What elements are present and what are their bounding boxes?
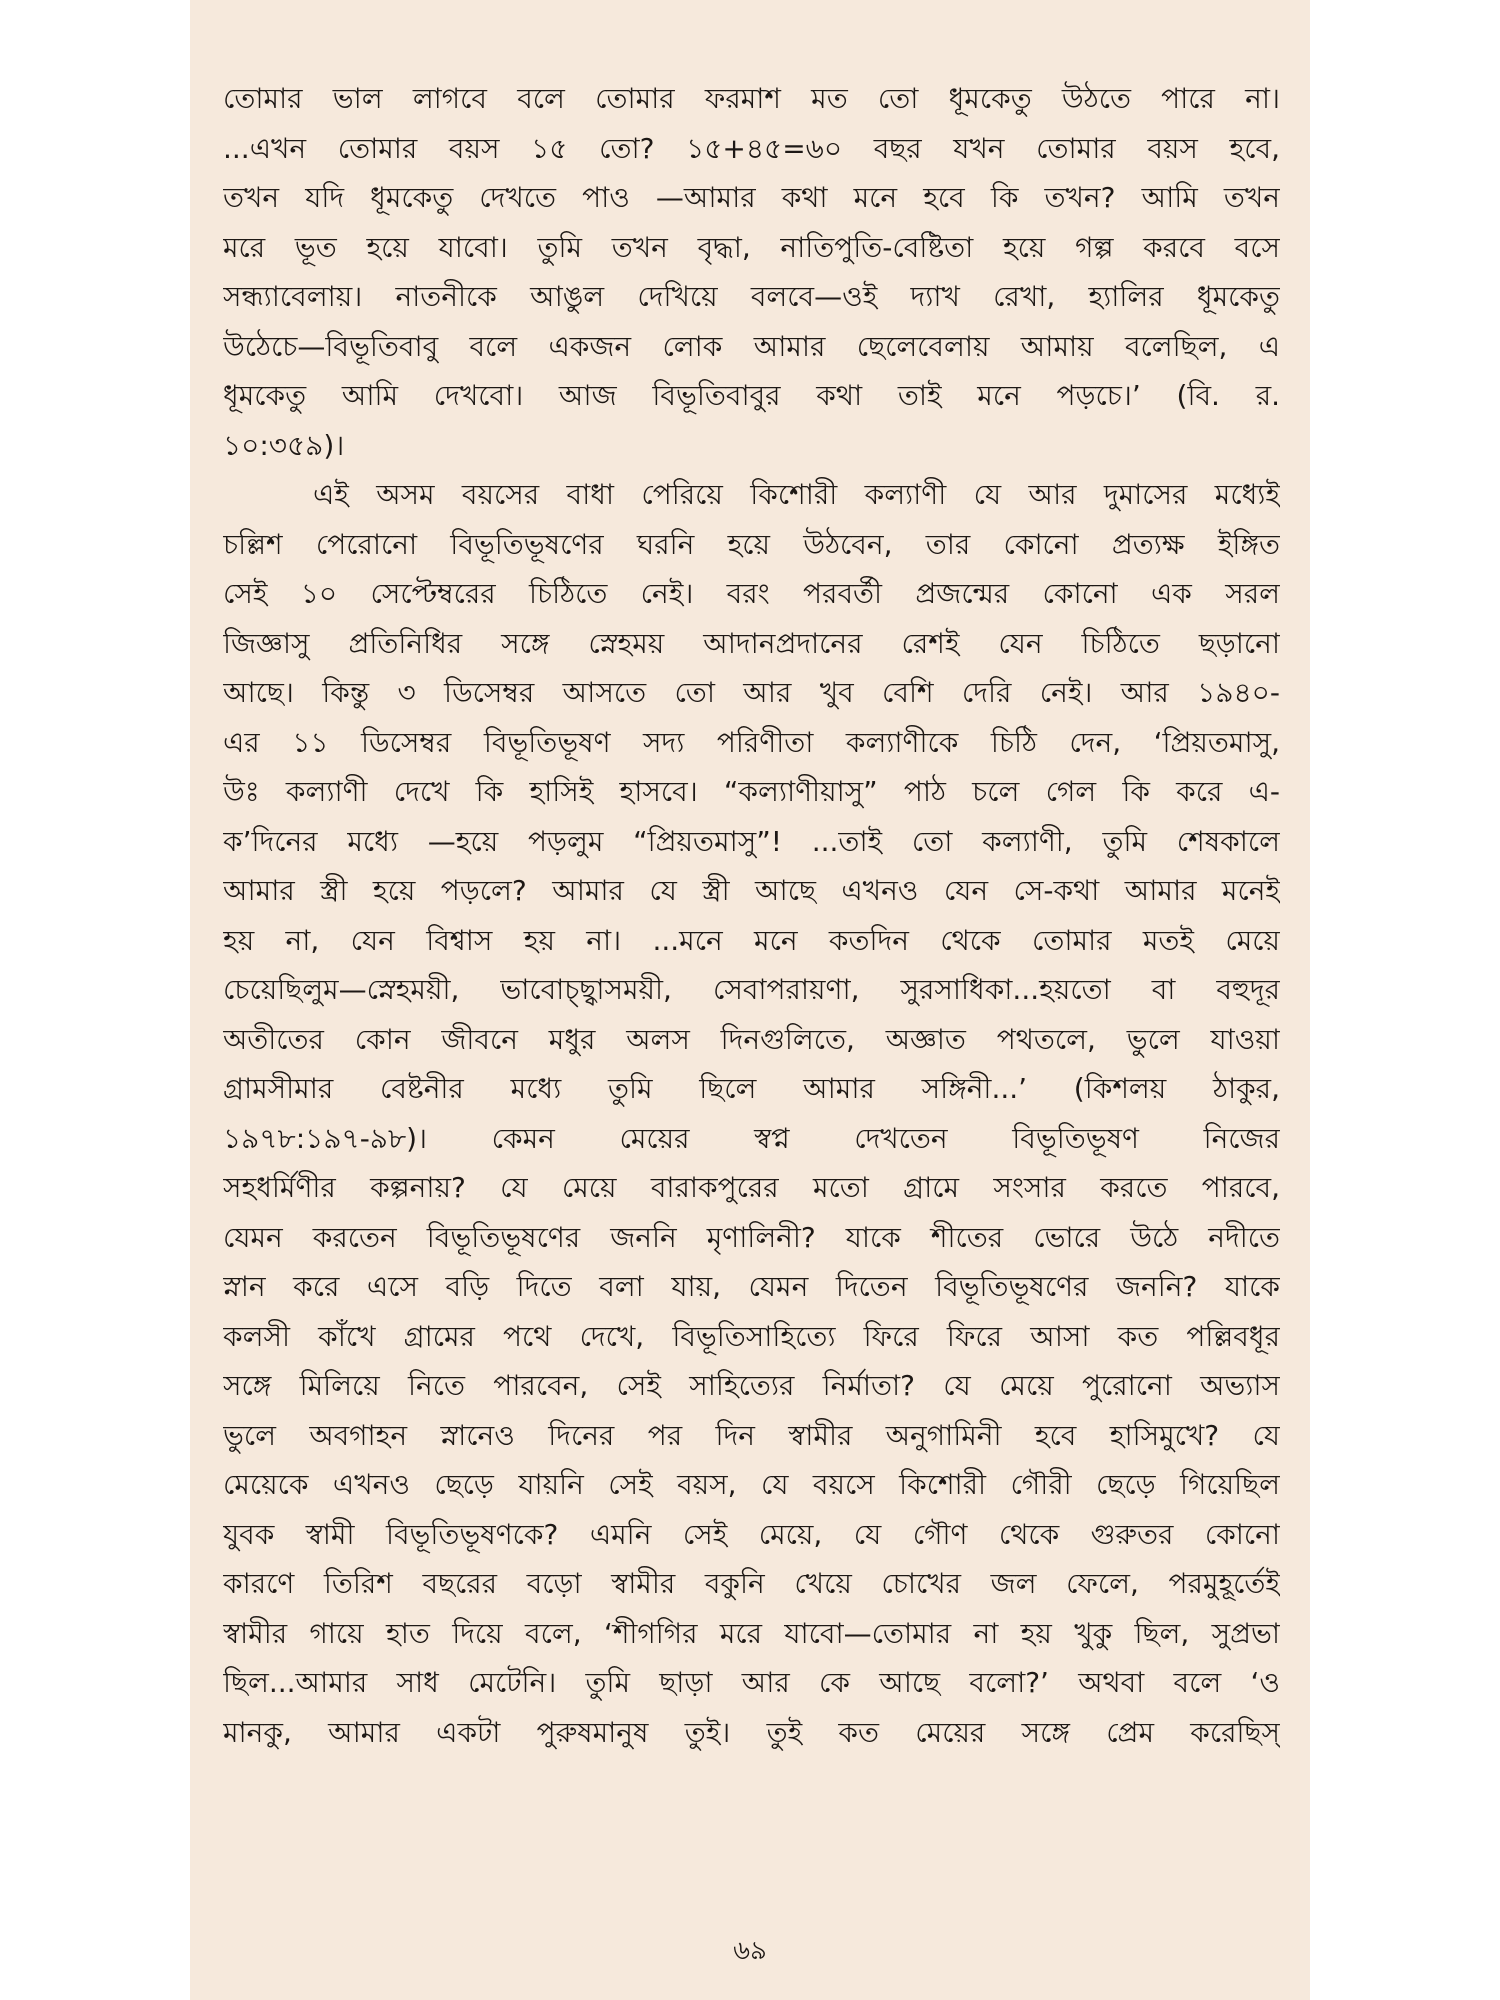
- text-line: যুবক স্বামী বিভূতিভূষণকে? এমনি সেই মেয়ে, যে গৌণ থেকে গুরুতর কোনো: [223, 1517, 1280, 1551]
- book-page: [190, 0, 1310, 2000]
- text-line: কারণে তিরিশ বছরের বড়ো স্বামীর বকুনি খেয়ে চোখের জল ফেলে, পরমুহূর্তেই: [223, 1567, 1280, 1600]
- text-line: সহধর্মিণীর কল্পনায়? যে মেয়ে বারাকপুরের মতো গ্রামে সংসার করতে পারবে,: [223, 1171, 1280, 1204]
- text-line: উঃ কল্যাণী দেখে কি হাসিই হাসবে। “কল্যাণীয়াসু” পাঠ চলে গেল কি করে এ-: [223, 775, 1280, 808]
- text-line: ছিল...আমার সাধ মেটেনি। তুমি ছাড়া আর কে আছে বলো?’ অথবা বলে ‘ও: [223, 1666, 1280, 1699]
- text-line: গ্রামসীমার বেষ্টনীর মধ্যে তুমি ছিলে আমার সঙ্গিনী...’ (কিশলয় ঠাকুর,: [223, 1072, 1280, 1105]
- text-line: জিজ্ঞাসু প্রতিনিধির সঙ্গে স্নেহময় আদানপ্রদানের রেশই যেন চিঠিতে ছড়ানো: [223, 626, 1280, 660]
- text-line: ...এখন তোমার বয়স ১৫ তো? ১৫+৪৫=৬০ বছর যখন তোমার বয়স হবে,: [223, 131, 1280, 165]
- page-number: ৬৯: [733, 1936, 767, 1966]
- text-line: সঙ্গে মিলিয়ে নিতে পারবেন, সেই সাহিত্যের নির্মাতা? যে মেয়ে পুরোনো অভ্যাস: [223, 1369, 1280, 1402]
- text-line: কলসী কাঁখে গ্রামের পথে দেখে, বিভূতিসাহিত্যে ফিরে ফিরে আসা কত পল্লিবধূর: [223, 1319, 1280, 1353]
- text-line: ১৯৭৮:১৯৭-৯৮)। কেমন মেয়ের স্বপ্ন দেখতেন বিভূতিভূষণ নিজের: [223, 1121, 1280, 1155]
- text-line: আছে। কিন্তু ৩ ডিসেম্বর আসতে তো আর খুব বেশি দেরি নেই। আর ১৯৪০-: [223, 676, 1280, 709]
- text-line: চেয়েছিলুম—স্নেহময়ী, ভাবোচ্ছ্বাসময়ী, সেবাপরায়ণা, সুরসাধিকা...হয়তো বা বহুদূর: [223, 973, 1280, 1006]
- text-line: উঠেচে—বিভূতিবাবু বলে একজন লোক আমার ছেলেবেলায় আমায় বলেছিল, এ: [223, 329, 1280, 363]
- text-line: আমার স্ত্রী হয়ে পড়লে? আমার যে স্ত্রী আছে এখনও যেন সে-কথা আমার মনেই: [223, 874, 1280, 907]
- text-line: ধূমকেতু আমি দেখবো। আজ বিভূতিবাবুর কথা তাই মনে পড়চে।’ (বি. র.: [223, 379, 1280, 412]
- text-line: অতীতের কোন জীবনে মধুর অলস দিনগুলিতে, অজ্ঞাত পথতলে, ভুলে যাওয়া: [223, 1022, 1280, 1056]
- text-line: স্বামীর গায়ে হাত দিয়ে বলে, ‘শীগগির মরে যাবো—তোমার না হয় খুকু ছিল, সুপ্রভা: [223, 1616, 1280, 1650]
- text-line: ক’দিনের মধ্যে —হয়ে পড়লুম “প্রিয়তমাসু”! ...তাই তো কল্যাণী, তুমি শেষকালে: [223, 824, 1280, 858]
- text-line: ভুলে অবগাহন স্নানেও দিনের পর দিন স্বামীর অনুগামিনী হবে হাসিমুখে? যে: [223, 1418, 1280, 1452]
- text-line: সেই ১০ সেপ্টেম্বরের চিঠিতে নেই। বরং পরবর্তী প্রজন্মের কোনো এক সরল: [223, 577, 1280, 610]
- text-line: চল্লিশ পেরোনো বিভূতিভূষণের ঘরনি হয়ে উঠবেন, তার কোনো প্রত্যক্ষ ইঙ্গিত: [223, 527, 1280, 561]
- text-line: স্নান করে এসে বড়ি দিতে বলা যায়, যেমন দিতেন বিভূতিভূষণের জননি? যাকে: [223, 1270, 1280, 1303]
- text-line: যেমন করতেন বিভূতিভূষণের জননি মৃণালিনী? যাকে শীতের ভোরে উঠে নদীতে: [223, 1220, 1280, 1254]
- text-line: এই অসম বয়সের বাধা পেরিয়ে কিশোরী কল্যাণী যে আর দুমাসের মধ্যেই: [313, 478, 1280, 511]
- text-line: মেয়েকে এখনও ছেড়ে যায়নি সেই বয়স, যে বয়সে কিশোরী গৌরী ছেড়ে গিয়েছিল: [223, 1468, 1280, 1501]
- text-line: ১০:৩৫৯)।: [223, 428, 345, 462]
- body-text: [223, 74, 1280, 1757]
- text-line: মরে ভূত হয়ে যাবো। তুমি তখন বৃদ্ধা, নাতিপুতি-বেষ্টিতা হয়ে গল্প করবে বসে: [223, 230, 1280, 264]
- text-line: সন্ধ্যাবেলায়। নাতনীকে আঙুল দেখিয়ে বলবে—ওই দ্যাখ রেখা, হ্যালির ধূমকেতু: [223, 280, 1280, 313]
- text-line: হয় না, যেন বিশ্বাস হয় না। ...মনে মনে কতদিন থেকে তোমার মতই মেয়ে: [223, 923, 1280, 957]
- text-line: মানকু, আমার একটা পুরুষমানুষ তুই। তুই কত মেয়ের সঙ্গে প্রেম করেছিস্: [223, 1715, 1280, 1749]
- text-line: তোমার ভাল লাগবে বলে তোমার ফরমাশ মত তো ধূমকেতু উঠতে পারে না।: [223, 82, 1280, 115]
- text-line: এর ১১ ডিসেম্বর বিভূতিভূষণ সদ্য পরিণীতা কল্যাণীকে চিঠি দেন, ‘প্রিয়তমাসু,: [223, 725, 1280, 759]
- text-line: তখন যদি ধূমকেতু দেখতে পাও —আমার কথা মনে হবে কি তখন? আমি তখন: [223, 181, 1280, 214]
